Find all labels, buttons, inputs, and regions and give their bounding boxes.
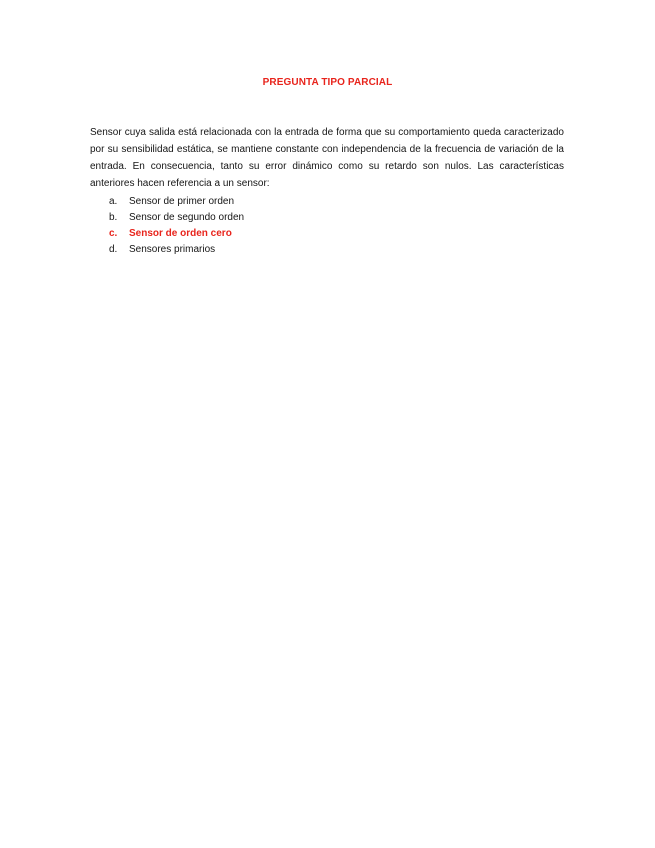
answer-option-d bbox=[109, 242, 244, 258]
question-text: Sensor cuya salida está relacionada con la entrada de forma que su comportamiento queda caracterizado por su sensibilidad estática, se mantiene constante con independencia de la frecuencia de variación de la entrada. En consecuencia, tanto su error dinámico como su retardo son nulos. Las características anteriores hacen referencia a un sensor: bbox=[90, 127, 564, 189]
option-letter: a. bbox=[109, 196, 118, 207]
option-letter: b. bbox=[109, 212, 118, 223]
option-text: Sensor de segundo orden bbox=[129, 212, 245, 223]
answer-option-b bbox=[109, 210, 244, 226]
option-letter: c. bbox=[109, 228, 118, 239]
answer-options-list bbox=[109, 194, 244, 258]
option-letter: d. bbox=[109, 244, 118, 255]
option-text: Sensores primarios bbox=[129, 244, 216, 255]
page-title: PREGUNTA TIPO PARCIAL bbox=[262, 77, 393, 88]
option-text: Sensor de orden cero bbox=[129, 228, 232, 239]
answer-option-c-correct bbox=[109, 226, 244, 242]
option-text: Sensor de primer orden bbox=[129, 196, 235, 207]
answer-option-a bbox=[109, 194, 244, 210]
